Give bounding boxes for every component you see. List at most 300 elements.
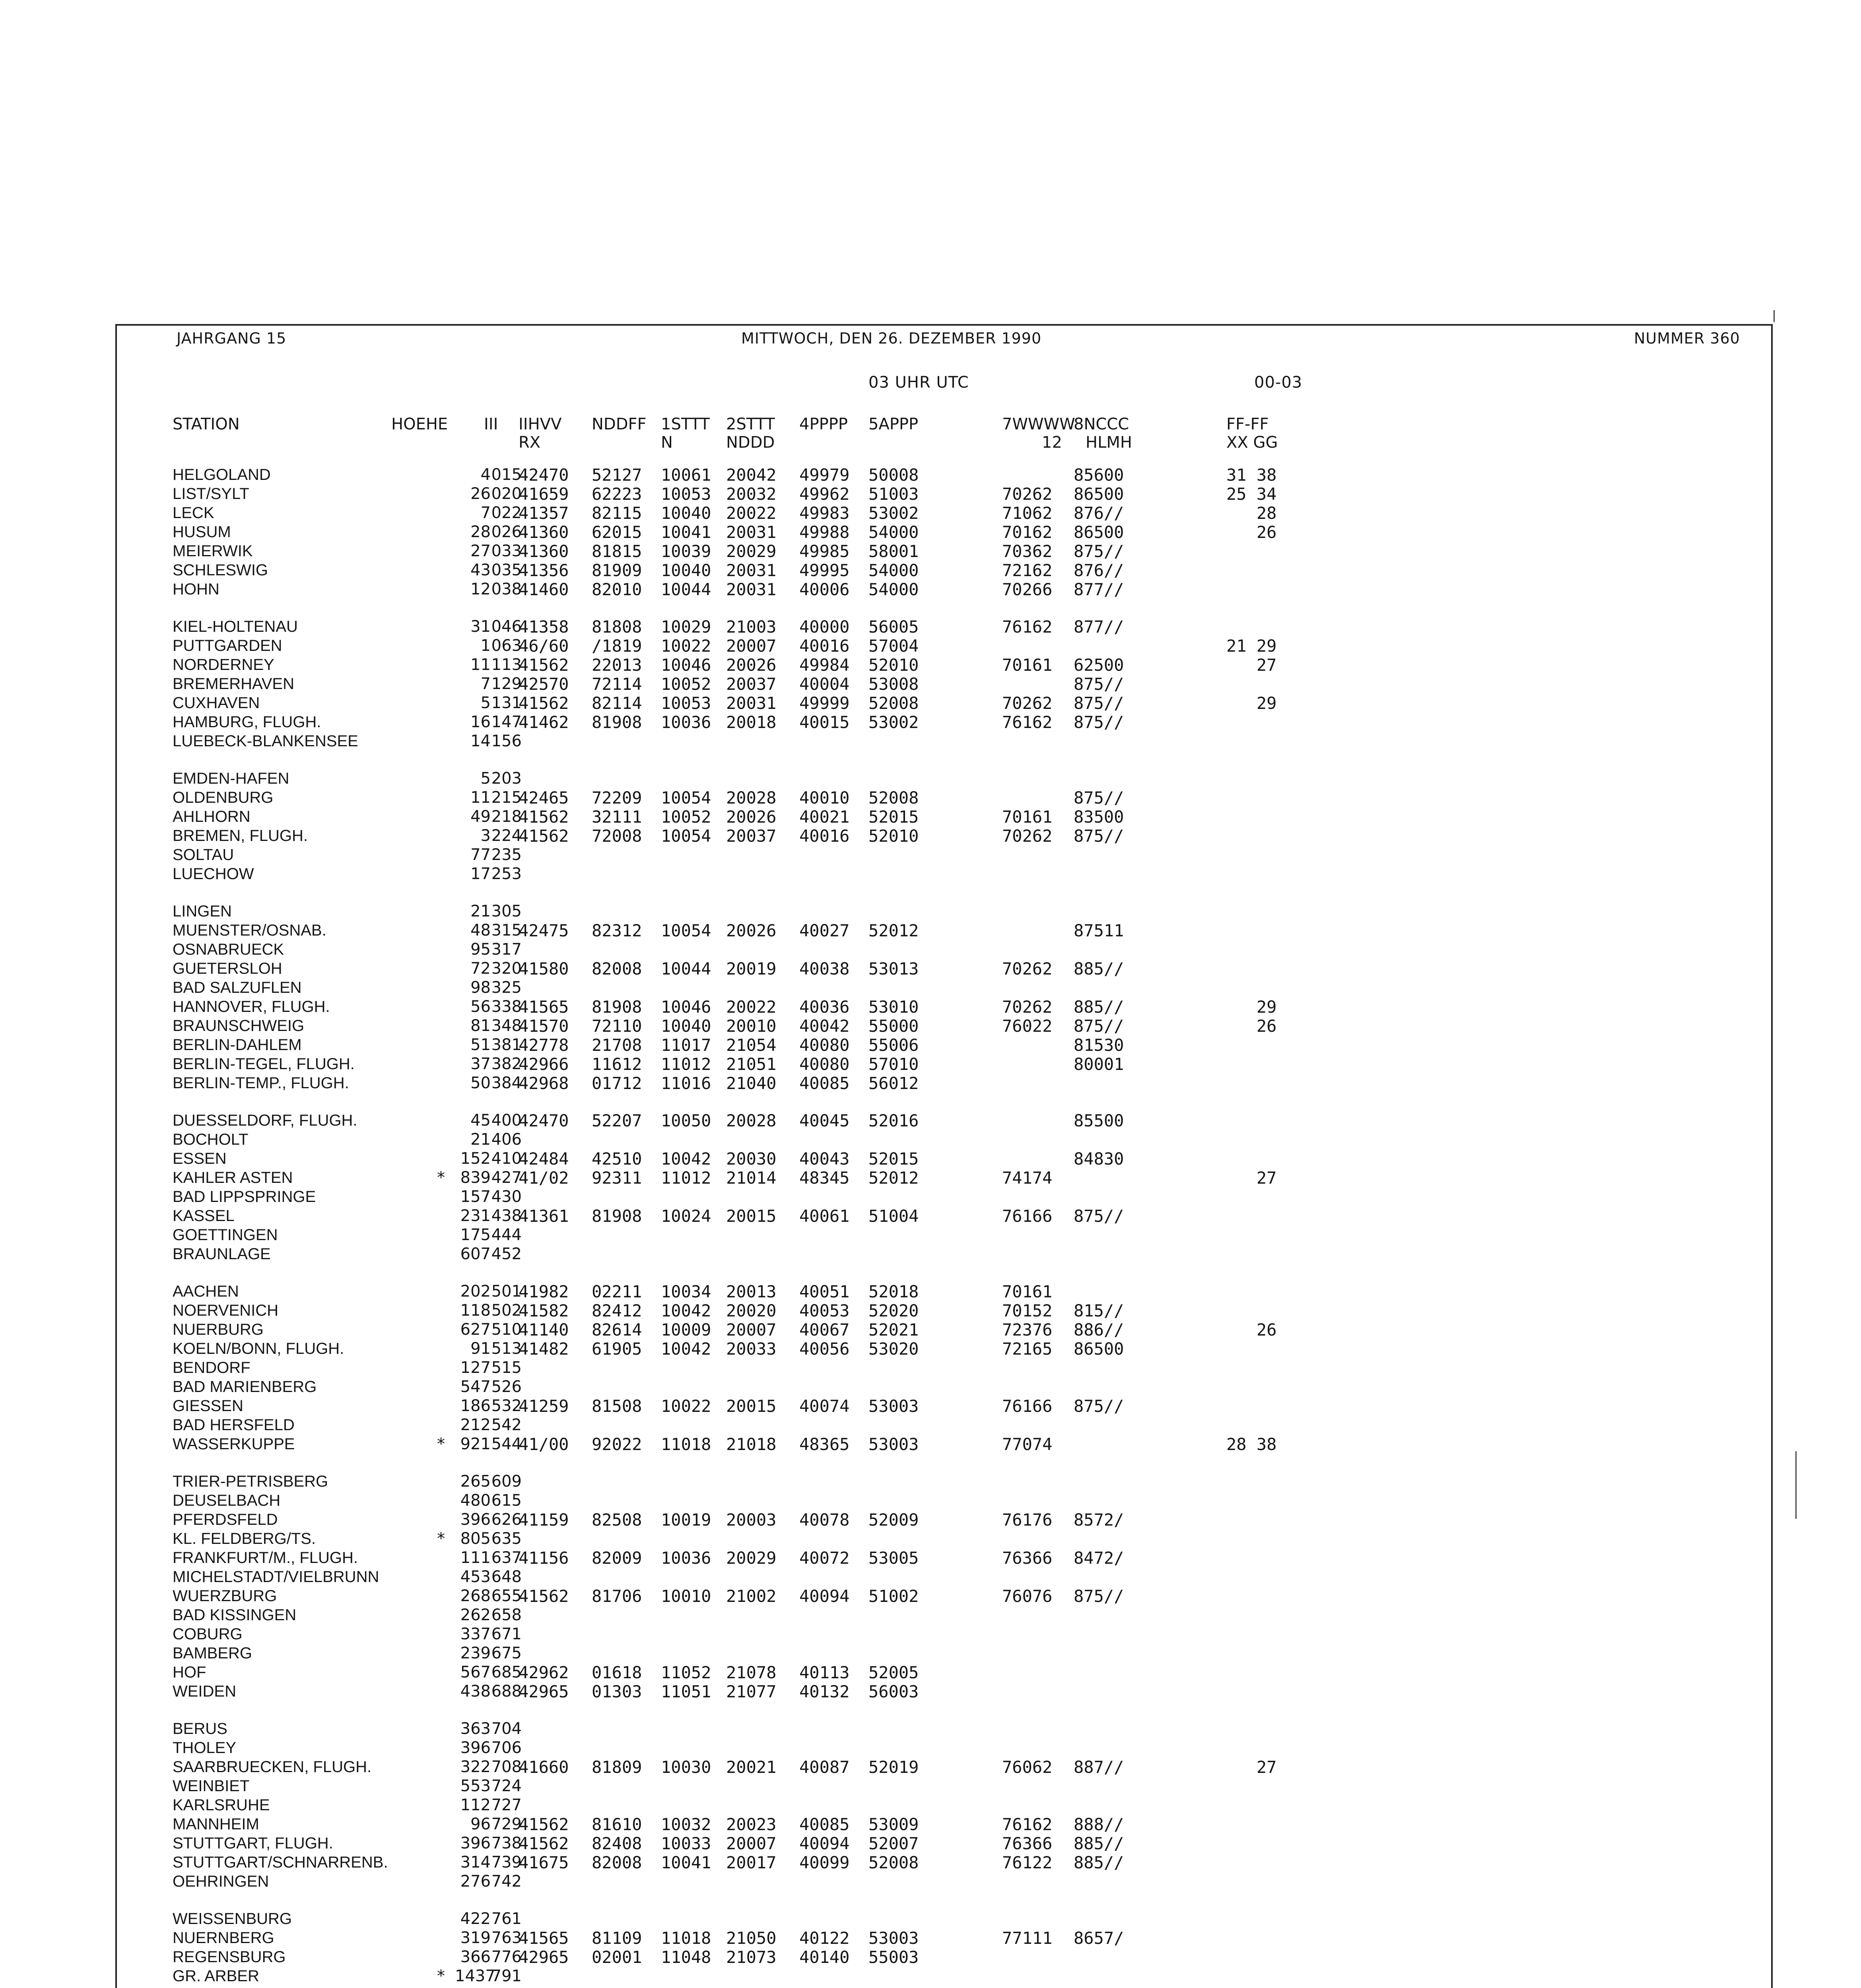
col-header-hoehe: HOEHE xyxy=(391,415,448,433)
station-name: BERLIN-TEGEL, FLUGH. xyxy=(173,1055,355,1073)
station-height: 48 xyxy=(470,921,491,940)
group-ihvv: 42968 xyxy=(519,1074,569,1093)
group-ffff: 31 38 xyxy=(1226,465,1277,485)
group-1sttt: 10053 xyxy=(661,693,711,713)
group-1sttt: 10032 xyxy=(661,1815,711,1834)
table-row xyxy=(117,656,1771,674)
group-ffff: 28 xyxy=(1226,503,1277,523)
group-nddff: 81610 xyxy=(592,1815,642,1834)
group-4pppp: 40042 xyxy=(799,1016,850,1036)
station-index: 502 xyxy=(491,1301,522,1320)
group-5appp: 52010 xyxy=(868,655,919,675)
station-name: HANNOVER, FLUGH. xyxy=(173,998,330,1015)
group-2sttt: 20018 xyxy=(726,712,777,732)
group-1sttt: 11012 xyxy=(661,1168,711,1188)
station-height: 118 xyxy=(460,1301,491,1320)
group-ihvv: 42966 xyxy=(519,1054,569,1074)
station-index: 776 xyxy=(491,1948,522,1966)
group-8nccc: 875// xyxy=(1074,712,1124,732)
station-height: 314 xyxy=(460,1853,491,1872)
group-ihvv: 41562 xyxy=(519,655,569,675)
station-name: TRIER-PETRISBERG xyxy=(173,1473,328,1490)
table-row xyxy=(117,1606,1771,1625)
group-nddff: 81909 xyxy=(592,561,642,580)
station-name: PUTTGARDEN xyxy=(173,637,282,654)
table-row xyxy=(117,1758,1771,1776)
group-7wwww: 76166 xyxy=(1002,1396,1053,1416)
group-1sttt: 10040 xyxy=(661,561,711,580)
table-row xyxy=(117,1549,1771,1567)
group-4pppp: 49984 xyxy=(799,655,850,675)
group-8nccc: 85500 xyxy=(1074,1111,1124,1130)
table-row xyxy=(117,1226,1771,1244)
group-8nccc: 8472/ xyxy=(1074,1548,1124,1568)
station-index: 704 xyxy=(491,1720,522,1738)
group-8nccc: 62500 xyxy=(1074,655,1124,675)
group-nddff: 52207 xyxy=(592,1111,642,1130)
station-height: 567 xyxy=(460,1663,491,1681)
table-row xyxy=(117,1682,1771,1701)
group-7wwww: 76166 xyxy=(1002,1206,1053,1226)
group-1sttt: 10052 xyxy=(661,807,711,827)
station-height: 396 xyxy=(460,1739,491,1757)
group-4pppp: 40067 xyxy=(799,1320,850,1340)
group-ihvv: 42965 xyxy=(519,1682,569,1701)
group-5appp: 55000 xyxy=(868,1016,919,1036)
group-1sttt: 11051 xyxy=(661,1682,711,1701)
group-2sttt: 20022 xyxy=(726,503,777,523)
col-header-ihvv-sub: RX xyxy=(519,433,541,452)
station-index: 452 xyxy=(491,1245,522,1263)
station-index: 224 xyxy=(491,827,522,845)
station-height: 31 xyxy=(470,617,491,636)
group-2sttt: 21002 xyxy=(726,1586,777,1606)
group-2sttt: 20031 xyxy=(726,580,777,599)
group-2sttt: 20021 xyxy=(726,1757,777,1777)
group-2sttt: 20026 xyxy=(726,921,777,940)
station-name: HELGOLAND xyxy=(173,466,271,483)
group-8nccc: 86500 xyxy=(1074,1339,1124,1359)
group-nddff: 82008 xyxy=(592,1853,642,1872)
table-row xyxy=(117,485,1771,503)
station-height: 21 xyxy=(470,902,491,920)
station-name: NOERVENICH xyxy=(173,1302,278,1319)
group-1sttt: 10052 xyxy=(661,674,711,694)
station-name: LINGEN xyxy=(173,903,232,920)
group-5appp: 55003 xyxy=(868,1947,919,1967)
group-ihvv: 41462 xyxy=(519,712,569,732)
table-row xyxy=(117,921,1771,940)
group-1sttt: 10036 xyxy=(661,1548,711,1568)
group-8nccc: 80001 xyxy=(1074,1054,1124,1074)
station-index: 406 xyxy=(491,1130,522,1149)
group-ihvv: 42484 xyxy=(519,1149,569,1169)
station-index: 026 xyxy=(491,523,522,541)
group-4pppp: 48365 xyxy=(799,1435,850,1454)
table-row xyxy=(117,675,1771,693)
station-index: 738 xyxy=(491,1834,522,1852)
station-name: KOELN/BONN, FLUGH. xyxy=(173,1340,344,1357)
station-name: KARLSRUHE xyxy=(173,1796,270,1814)
station-index: 038 xyxy=(491,580,522,598)
group-7wwww: 70266 xyxy=(1002,580,1053,599)
group-7wwww: 76122 xyxy=(1002,1853,1053,1872)
group-nddff: 61905 xyxy=(592,1339,642,1359)
group-7wwww: 76022 xyxy=(1002,1016,1053,1036)
table-row xyxy=(117,1245,1771,1264)
table-row xyxy=(117,1663,1771,1682)
group-1sttt: 10042 xyxy=(661,1149,711,1169)
station-name: KASSEL xyxy=(173,1207,235,1225)
station-name: HOHN xyxy=(173,580,220,598)
table-row xyxy=(117,1055,1771,1074)
station-height: 49 xyxy=(470,808,491,826)
group-4pppp: 40016 xyxy=(799,826,850,846)
table-row xyxy=(117,1074,1771,1093)
group-ihvv: 41562 xyxy=(519,807,569,827)
station-index: 648 xyxy=(491,1568,522,1586)
col-header-nddff: NDDFF xyxy=(592,415,647,433)
station-name: WUERZBURG xyxy=(173,1587,277,1605)
table-row xyxy=(117,466,1771,484)
station-name: CUXHAVEN xyxy=(173,694,260,712)
table-row xyxy=(117,504,1771,522)
date-label: MITTWOCH, DEN 26. DEZEMBER 1990 xyxy=(741,330,1042,347)
station-name: REGENSBURG xyxy=(173,1948,286,1966)
table-row xyxy=(117,959,1771,978)
group-7wwww: 70262 xyxy=(1002,693,1053,713)
table-row xyxy=(117,978,1771,997)
group-ffff: 29 xyxy=(1226,693,1277,713)
station-height: 98 xyxy=(470,978,491,997)
group-4pppp: 40006 xyxy=(799,580,850,599)
group-7wwww: 76366 xyxy=(1002,1834,1053,1853)
group-1sttt: 10046 xyxy=(661,655,711,675)
station-index: 338 xyxy=(491,998,522,1016)
station-height: 366 xyxy=(460,1948,491,1966)
group-7wwww: 70362 xyxy=(1002,542,1053,561)
station-name: ESSEN xyxy=(173,1150,227,1167)
group-2sttt: 20032 xyxy=(726,484,777,504)
group-nddff: 01712 xyxy=(592,1074,642,1093)
group-5appp: 52007 xyxy=(868,1834,919,1853)
station-name: BRAUNLAGE xyxy=(173,1245,271,1263)
group-2sttt: 20013 xyxy=(726,1282,777,1301)
table-row xyxy=(117,542,1771,561)
station-index: 724 xyxy=(491,1777,522,1795)
group-ffff: 26 xyxy=(1226,1320,1277,1340)
group-7wwww: 76366 xyxy=(1002,1548,1053,1568)
station-index: 688 xyxy=(491,1682,522,1701)
group-nddff: 92311 xyxy=(592,1168,642,1188)
group-2sttt: 21018 xyxy=(726,1435,777,1454)
group-7wwww: 72165 xyxy=(1002,1339,1053,1359)
station-index: 675 xyxy=(491,1644,522,1662)
station-index: 438 xyxy=(491,1207,522,1225)
station-name: BERUS xyxy=(173,1720,227,1738)
station-index: 685 xyxy=(491,1663,522,1681)
station-height: 50 xyxy=(470,1074,491,1092)
group-2sttt: 20031 xyxy=(726,522,777,542)
station-name: AHLHORN xyxy=(173,808,251,825)
group-7wwww: 70262 xyxy=(1002,826,1053,846)
group-2sttt: 20015 xyxy=(726,1396,777,1416)
station-name: STUTTGART/SCHNARRENB. xyxy=(173,1854,388,1871)
group-nddff: 82115 xyxy=(592,503,642,523)
group-5appp: 53013 xyxy=(868,959,919,978)
table-row xyxy=(117,1301,1771,1320)
group-5appp: 52009 xyxy=(868,1510,919,1530)
station-index: 430 xyxy=(491,1188,522,1206)
station-name: OSNABRUECK xyxy=(173,941,284,958)
group-nddff: 81706 xyxy=(592,1586,642,1606)
station-name: SOLTAU xyxy=(173,846,234,864)
station-name: BRAUNSCHWEIG xyxy=(173,1017,305,1035)
table-row xyxy=(117,1853,1771,1872)
group-8nccc: 876// xyxy=(1074,503,1124,523)
station-index: 544 xyxy=(491,1435,522,1453)
station-index: 727 xyxy=(491,1796,522,1814)
group-nddff: 72110 xyxy=(592,1016,642,1036)
station-height: 480 xyxy=(460,1491,491,1510)
group-4pppp: 40021 xyxy=(799,807,850,827)
station-name: BAD KISSINGEN xyxy=(173,1606,297,1624)
col-header-station: STATION xyxy=(173,415,240,433)
table-row xyxy=(117,1397,1771,1415)
station-index: 791 xyxy=(491,1967,522,1985)
group-ihvv: 41562 xyxy=(519,1834,569,1853)
group-8nccc: 84830 xyxy=(1074,1149,1124,1169)
group-5appp: 53020 xyxy=(868,1339,919,1359)
station-name: HOF xyxy=(173,1664,206,1681)
group-4pppp: 40122 xyxy=(799,1928,850,1948)
group-7wwww: 76162 xyxy=(1002,617,1053,637)
group-nddff: 42510 xyxy=(592,1149,642,1169)
station-name: KAHLER ASTEN xyxy=(173,1169,293,1186)
station-height: 12 xyxy=(470,580,491,598)
group-4pppp: 40056 xyxy=(799,1339,850,1359)
group-nddff: 82114 xyxy=(592,693,642,713)
group-1sttt: 11012 xyxy=(661,1054,711,1074)
station-index: 742 xyxy=(491,1872,522,1891)
table-row xyxy=(117,1416,1771,1435)
issue-number: NUMMER 360 xyxy=(1634,330,1740,347)
table-row xyxy=(117,940,1771,959)
group-1sttt: 10034 xyxy=(661,1282,711,1301)
group-7wwww: 77111 xyxy=(1002,1928,1053,1948)
station-name: WEINBIET xyxy=(173,1777,250,1795)
group-2sttt: 20029 xyxy=(726,542,777,561)
table-row xyxy=(117,1530,1771,1548)
group-8nccc: 887// xyxy=(1074,1757,1124,1777)
table-row xyxy=(117,1587,1771,1606)
station-index: 035 xyxy=(491,561,522,579)
station-name: BENDORF xyxy=(173,1359,251,1376)
table-row xyxy=(117,788,1771,807)
group-4pppp: 40132 xyxy=(799,1682,850,1701)
station-name: DEUSELBACH xyxy=(173,1492,281,1509)
group-4pppp: 40061 xyxy=(799,1206,850,1226)
group-7wwww: 70262 xyxy=(1002,484,1053,504)
station-index: 382 xyxy=(491,1055,522,1073)
group-ffff: 26 xyxy=(1226,522,1277,542)
station-name: MANNHEIM xyxy=(173,1815,259,1833)
group-2sttt: 20020 xyxy=(726,1301,777,1320)
station-height: 231 xyxy=(460,1207,491,1225)
table-row xyxy=(117,1644,1771,1663)
station-index: 761 xyxy=(491,1910,522,1928)
group-2sttt: 20007 xyxy=(726,1834,777,1853)
group-5appp: 52008 xyxy=(868,693,919,713)
group-5appp: 52021 xyxy=(868,1320,919,1340)
station-height: 921 xyxy=(460,1435,491,1453)
group-2sttt: 21051 xyxy=(726,1054,777,1074)
group-1sttt: 10044 xyxy=(661,959,711,978)
station-index: 215 xyxy=(491,788,522,807)
group-2sttt: 20030 xyxy=(726,1149,777,1169)
group-2sttt: 20007 xyxy=(726,1320,777,1340)
station-height: 337 xyxy=(460,1625,491,1643)
station-height: 16 xyxy=(470,713,491,731)
group-nddff: 82009 xyxy=(592,1548,642,1568)
station-name: BAD HERSFELD xyxy=(173,1416,295,1434)
group-1sttt: 10042 xyxy=(661,1301,711,1320)
group-4pppp: 40053 xyxy=(799,1301,850,1320)
group-nddff: 81508 xyxy=(592,1396,642,1416)
station-index: 348 xyxy=(491,1017,522,1035)
station-name: MUENSTER/OSNAB. xyxy=(173,922,326,939)
group-nddff: 81908 xyxy=(592,712,642,732)
group-4pppp: 49995 xyxy=(799,561,850,580)
group-5appp: 55006 xyxy=(868,1035,919,1055)
group-4pppp: 40078 xyxy=(799,1510,850,1530)
table-row xyxy=(117,1929,1771,1947)
col-header-2sttt-sub: NDDD xyxy=(726,433,775,452)
group-2sttt: 20017 xyxy=(726,1853,777,1872)
station-height: 127 xyxy=(460,1359,491,1377)
group-ihvv: 42778 xyxy=(519,1035,569,1055)
table-row xyxy=(117,1169,1771,1187)
group-4pppp: 49988 xyxy=(799,522,850,542)
group-2sttt: 20019 xyxy=(726,959,777,978)
station-name: BAD LIPPSPRINGE xyxy=(173,1188,316,1206)
station-name: WEIDEN xyxy=(173,1683,236,1700)
group-nddff: 81109 xyxy=(592,1928,642,1948)
mountain-marker: * xyxy=(437,1967,445,1985)
station-index: 515 xyxy=(491,1359,522,1377)
group-1sttt: 10042 xyxy=(661,1339,711,1359)
group-2sttt: 20015 xyxy=(726,1206,777,1226)
station-name: COBURG xyxy=(173,1625,243,1643)
station-height: 112 xyxy=(460,1796,491,1814)
station-index: 022 xyxy=(491,504,522,522)
group-ffff: 21 29 xyxy=(1226,636,1277,656)
station-index: 526 xyxy=(491,1378,522,1396)
station-index: 729 xyxy=(491,1815,522,1833)
group-ihvv: 41360 xyxy=(519,522,569,542)
group-8nccc: 877// xyxy=(1074,617,1124,637)
group-2sttt: 20042 xyxy=(726,465,777,485)
station-name: MEIERWIK xyxy=(173,542,253,560)
group-7wwww: 70162 xyxy=(1002,522,1053,542)
group-8nccc: 877// xyxy=(1074,580,1124,599)
group-7wwww: 74174 xyxy=(1002,1168,1053,1188)
group-2sttt: 20037 xyxy=(726,674,777,694)
group-8nccc: 87511 xyxy=(1074,921,1124,940)
group-8nccc: 8657/ xyxy=(1074,1928,1124,1948)
margin-mark xyxy=(1795,1451,1797,1519)
group-1sttt: 11018 xyxy=(661,1928,711,1948)
station-name: BOCHOLT xyxy=(173,1131,249,1148)
group-5appp: 51004 xyxy=(868,1206,919,1226)
group-nddff: 82312 xyxy=(592,921,642,940)
group-7wwww: 76062 xyxy=(1002,1757,1053,1777)
group-2sttt: 21003 xyxy=(726,617,777,637)
group-7wwww: 70161 xyxy=(1002,807,1053,827)
station-height: 175 xyxy=(460,1226,491,1244)
station-height: 265 xyxy=(460,1472,491,1491)
station-height: 81 xyxy=(470,1017,491,1035)
station-height: 607 xyxy=(460,1245,491,1263)
group-4pppp: 40094 xyxy=(799,1586,850,1606)
group-4pppp: 49999 xyxy=(799,693,850,713)
station-index: 609 xyxy=(491,1472,522,1491)
group-nddff: 72209 xyxy=(592,788,642,808)
station-height: 186 xyxy=(460,1397,491,1415)
station-index: 542 xyxy=(491,1416,522,1434)
group-5appp: 52015 xyxy=(868,1149,919,1169)
group-2sttt: 20026 xyxy=(726,807,777,827)
station-name: KL. FELDBERG/TS. xyxy=(173,1530,316,1547)
station-height: 268 xyxy=(460,1587,491,1605)
station-height: 212 xyxy=(460,1416,491,1434)
station-height: 17 xyxy=(470,865,491,883)
station-name: BREMERHAVEN xyxy=(173,675,294,693)
group-5appp: 54000 xyxy=(868,561,919,580)
group-ihvv: 42962 xyxy=(519,1663,569,1682)
table-row xyxy=(117,1777,1771,1796)
group-nddff: 21708 xyxy=(592,1035,642,1055)
group-1sttt: 10039 xyxy=(661,542,711,561)
col-header-iii: III xyxy=(484,415,498,433)
group-ffff: 26 xyxy=(1226,1016,1277,1036)
group-7wwww: 70161 xyxy=(1002,655,1053,675)
group-1sttt: 10061 xyxy=(661,465,711,485)
station-index: 708 xyxy=(491,1758,522,1776)
group-nddff: 82614 xyxy=(592,1320,642,1340)
group-1sttt: 10053 xyxy=(661,484,711,504)
station-height: 37 xyxy=(470,1055,491,1073)
group-nddff: 62223 xyxy=(592,484,642,504)
table-row xyxy=(117,1359,1771,1377)
col-header-7wwww-sub: 12 xyxy=(1042,433,1062,452)
col-header-1sttt: 1STTT xyxy=(661,415,710,433)
margin-mark xyxy=(1774,310,1775,322)
station-name: NORDERNEY xyxy=(173,656,274,674)
station-index: 626 xyxy=(491,1510,522,1529)
station-name: NUERNBERG xyxy=(173,1929,274,1947)
group-1sttt: 11048 xyxy=(661,1947,711,1967)
group-5appp: 57010 xyxy=(868,1054,919,1074)
station-height: 43 xyxy=(470,561,491,579)
group-8nccc: 875// xyxy=(1074,1586,1124,1606)
group-nddff: 81815 xyxy=(592,542,642,561)
group-8nccc: 81530 xyxy=(1074,1035,1124,1055)
station-index: 131 xyxy=(491,694,522,712)
station-index: 763 xyxy=(491,1929,522,1947)
station-height: 11 xyxy=(470,656,491,674)
group-5appp: 52015 xyxy=(868,807,919,827)
